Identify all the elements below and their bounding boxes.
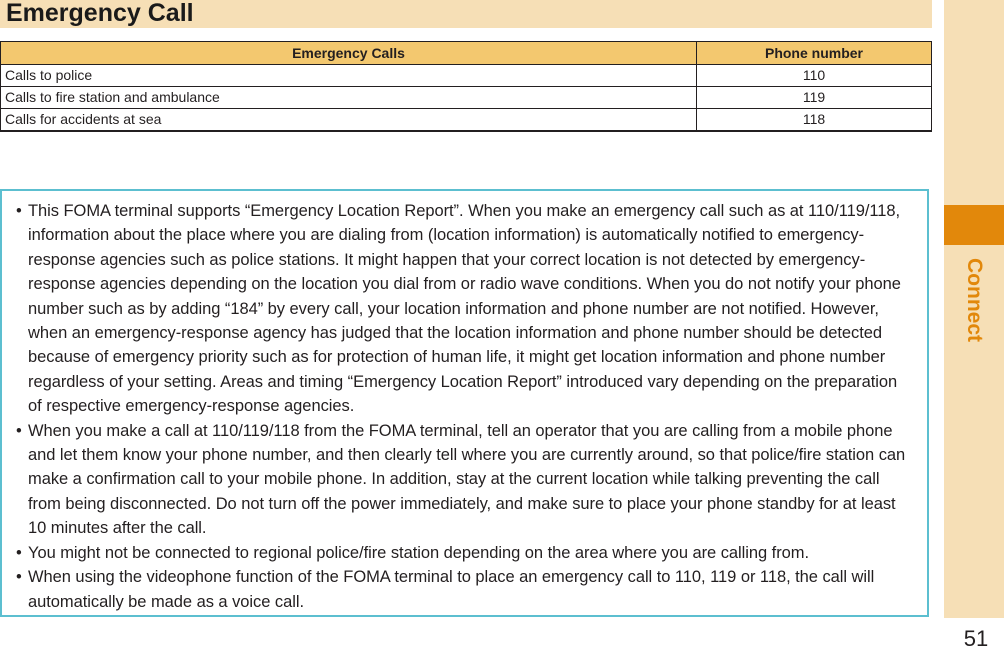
phone-number-cell: 110 xyxy=(697,65,932,87)
call-type-cell: Calls for accidents at sea xyxy=(1,109,697,132)
bullet-icon: • xyxy=(16,568,22,587)
page-title: Emergency Call xyxy=(6,0,194,27)
note-text: This FOMA terminal supports “Emergency Location Report”. When you make an emergency call such as at 110/119/118, information about the place where you are dialing from (location information) is automatically notified to emergency-response agencies such as police stations. It might happen that your correct location is not detected by emergency-response agencies depending on the location you dial from or radio wave conditions. When you do not notify your phone number such as by adding “184” by every call, your location information and phone number are not notified. However, when an emergency-response agency has judged that the location information and phone number should be detected because of emergency priority such as for protection of human life, it might get location information and phone number regardless of your setting. Areas and timing “Emergency Location Report” introduced vary depending on the preparation of respective emergency-response agencies. xyxy=(28,202,901,416)
phone-number-cell: 118 xyxy=(697,109,932,132)
call-type-cell: Calls to police xyxy=(1,65,697,87)
note-text: When using the videophone function of the FOMA terminal to place an emergency call to 110, 119 or 118, the call will automatically be made as a voice call. xyxy=(28,568,875,611)
bullet-icon: • xyxy=(16,202,22,220)
table-row xyxy=(1,109,932,132)
note-item xyxy=(16,199,911,419)
bullet-icon: • xyxy=(16,543,22,562)
note-item xyxy=(16,541,911,565)
emergency-numbers-table xyxy=(0,41,932,132)
section-tab-marker xyxy=(944,205,1004,245)
note-text: You might not be connected to regional police/fire station depending on the area where you are calling from. xyxy=(28,543,810,562)
phone-number-cell: 119 xyxy=(697,87,932,109)
column-header-phone-number: Phone number xyxy=(697,42,932,65)
page-number: 51 xyxy=(963,626,989,651)
column-header-emergency-calls: Emergency Calls xyxy=(1,42,697,65)
note-text: When you make a call at 110/119/118 from the FOMA terminal, tell an operator that you are calling from a mobile phone and let them know your phone number, and then clearly tell where you are currently around, so that police/fire station can make a confirmation call to your mobile phone. In addition, stay at the current location while talking preventing the call from being disconnected. Do not turn off the power immediately, and make sure to place your phone standby for at least 10 minutes after the call. xyxy=(28,421,906,538)
table-header-row xyxy=(1,42,932,65)
title-bar xyxy=(0,0,932,28)
note-item xyxy=(16,419,911,541)
table-row xyxy=(1,65,932,87)
call-type-cell: Calls to fire station and ambulance xyxy=(1,87,697,109)
section-label: Connect xyxy=(963,258,986,342)
notes-list xyxy=(2,191,927,614)
notes-box xyxy=(0,189,929,617)
note-item xyxy=(16,565,911,614)
bullet-icon: • xyxy=(16,421,22,440)
table-row xyxy=(1,87,932,109)
